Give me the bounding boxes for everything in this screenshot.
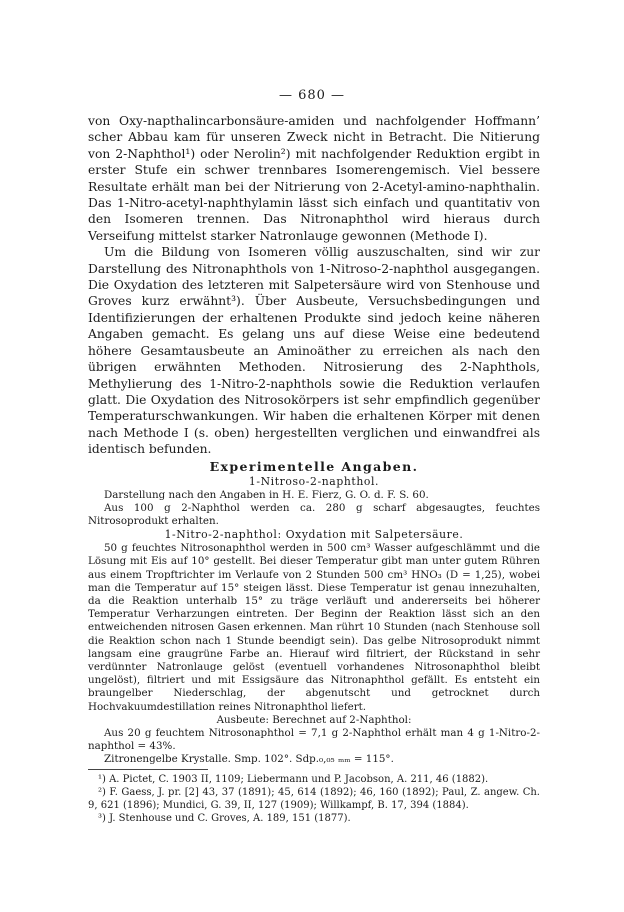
yield-line: Aus 20 g feuchtem Nitrosonaphthol = 7,1 g 2-Naphthol erhält man 4 g 1-Nitro-2-naphthol = 43%. (88, 726, 540, 753)
body-text (88, 113, 540, 825)
subsection-title-nitroso: 1-Nitroso-2-naphthol. (248, 474, 380, 488)
footnote-rule (88, 769, 208, 770)
properties-line: Zitronengelbe Krystalle. Smp. 102°. Sdp.₀,₀₅ ₘₘ = 115°. (104, 753, 394, 766)
footnote-1: ¹) A. Pictet, C. 1903 II, 1109; Liebermann und P. Jacobson, A. 211, 46 (1882). (98, 773, 489, 785)
paragraph-method: Um die Bildung von Isomeren völlig auszuschalten, sind wir zur Darstellung des Nitronaphthols von 1-Nitroso-2-naphthol ausgegangen. Die Oxydation des letzteren mit Salpetersäure wird von Stenhouse und Groves kurz erwähnt³). Über Ausbeute, Versuchsbedingungen und Identifizierungen der erhaltenen Produkte sind jedoch keine näheren Angaben gemacht. Es gelang uns auf diese Weise eine bedeutend höhere Gesamtausbeute an Aminoäther zu erreichen als nach den übrigen erwähnten Methoden. Nitrosierung des 2-Naphthols, Methylierung des 1-Nitro-2-naphthols sowie die Reduktion verlaufen glatt. Die Oxydation des Nitrosokörpers ist sehr empfindlich gegenüber Temperaturschwankungen. Wir haben die erhaltenen Körper mit denen nach Methode I (s. oben) hergestellten verglichen und einwandfrei als identisch befunden. (88, 245, 540, 457)
nitro-procedure: 50 g feuchtes Nitrosonaphthol werden in 500 cm³ Wasser aufgeschlämmt und die Lösung mit Eis auf 10° gestellt. Bei dieser Temperatur gibt man unter gutem Rühren aus einem Tropftrichter im Verlaufe von 2 Stunden 500 cm³ HNO₃ (D = 1,25), wobei man die Temperatur auf 15° steigen lässt. Diese Temperatur ist genau innezuhalten, da die Reaktion unterhalb 15° zu träge verläuft und andererseits bei höherer Temperatur Verharzungen eintreten. Der Beginn der Reaktion lässt sich an den entweichenden nitrosen Gasen erkennen. Man rührt 10 Stunden (nach Stenhouse soll die Reaktion schon nach 1 Stunde beendigt sein). Das gelbe Nitrosoprodukt nimmt langsam eine graugrüne Farbe an. Hierauf wird filtriert, der Rückstand in sehr verdünnter Natronlauge gelöst (eventuell vorhandenes Nitrosonaphthol bleibt ungelöst), filtriert und mit Essigsäure das Nitronaphthol gefällt. Es entsteht ein braungelber Niederschlag, der abgenutscht und getrocknet durch Hochvakuumdestillation reines Nitronaphthol liefert. (88, 542, 540, 713)
footnotes (88, 773, 540, 825)
nitroso-line-1: Darstellung nach den Angaben in H. E. Fierz, G. O. d. F. S. 60. (104, 488, 429, 501)
footnote-3: ³) J. Stenhouse und C. Groves, A. 189, 151 (1877). (98, 812, 351, 824)
experimental-section (88, 475, 540, 767)
footnote-2: ²) F. Gaess, J. pr. [2] 43, 37 (1891); 45, 614 (1892); 46, 160 (1892); Paul, Z. angew. Ch. 9, 621 (1896); Mundici, G. 39, II, 127 (1909); Willkampf, B. 17, 394 (1884). (88, 786, 540, 811)
nitroso-line-2: Aus 100 g 2-Naphthol werden ca. 280 g scharf abgesaugtes, feuchtes Nitrosoprodukt erhalten. (88, 501, 540, 527)
page-number: — 680 — (278, 88, 346, 103)
section-title: Experimentelle Angaben. (209, 458, 419, 474)
subsection-title-nitro: 1-Nitro-2-naphthol: Oxydation mit Salpetersäure. (164, 528, 464, 542)
paragraph-intro: von Oxy-napthalincarbonsäure-amiden und nachfolgender Hoffmann’ scher Abbau kam für unseren Zweck nicht in Betracht. Die Nitierung von 2-Naphthol¹) oder Nerolin²) mit nachfolgender Reduktion ergibt in erster Stufe ein schwer trennbares Isomerengemisch. Viel bessere Resultate erhält man bei der Nitrierung von 2-Acetyl-amino-naphthalin. Das 1-Nitro-acetyl-naphthylamin lässt sich einfach und quantitativ von den Isomeren trennen. Das Nitronaphthol wird hieraus durch Verseifung mittelst starker Natronlauge gewonnen (Methode I). (88, 114, 540, 243)
yield-title: Ausbeute: Berechnet auf 2-Naphthol: (216, 713, 412, 726)
